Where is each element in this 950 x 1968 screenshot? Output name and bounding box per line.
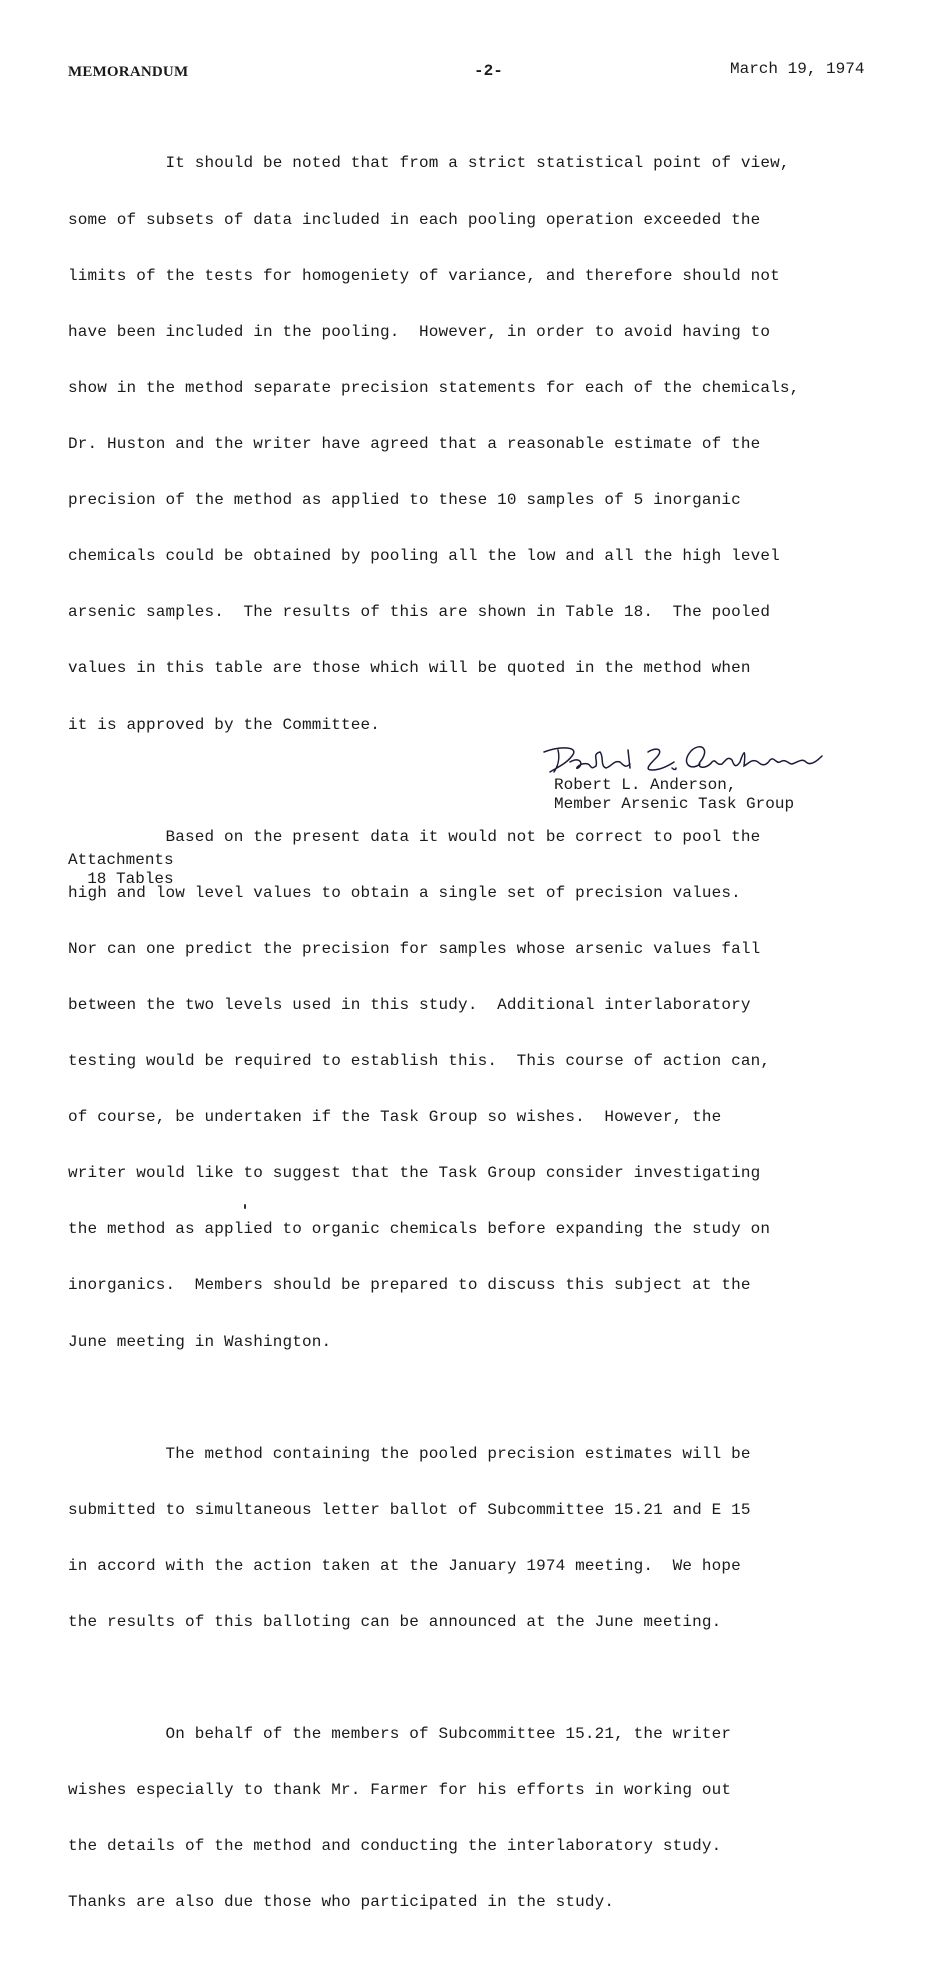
signer-title: Member Arsenic Task Group [554, 795, 795, 813]
text-line: June meeting in Washington. [68, 1332, 332, 1351]
text-line: submitted to simultaneous letter ballot of Subcommittee 15.21 and E 15 [68, 1500, 751, 1519]
text-line: writer would like to suggest that the Task Group consider investigating [68, 1164, 761, 1183]
text-line: The method containing the pooled precision estimates will be [68, 1444, 751, 1463]
text-line: arsenic samples. The results of this are shown in Table 18. The pooled [68, 603, 771, 622]
text-line: wishes especially to thank Mr. Farmer for his efforts in working out [68, 1781, 732, 1800]
text-line: some of subsets of data included in each pooling operation exceeded the [68, 210, 761, 229]
text-line: Thanks are also due those who participated in the study. [68, 1893, 615, 1912]
text-line: it is approved by the Committee. [68, 715, 381, 734]
memo-date: March 19, 1974 [730, 60, 865, 78]
paragraph-3 [68, 1407, 918, 1669]
text-line: have been included in the pooling. However, in order to avoid having to [68, 322, 771, 341]
text-line: in accord with the action taken at the January 1974 meeting. We hope [68, 1556, 741, 1575]
memo-body [68, 117, 918, 1968]
text-line: show in the method separate precision statements for each of the chemicals, [68, 378, 800, 397]
signer-name: Robert L. Anderson, [554, 776, 737, 794]
memo-label: MEMORANDUM [68, 64, 189, 80]
text-line: It should be noted that from a strict statistical point of view, [68, 154, 790, 173]
page-number: -2- [474, 62, 503, 80]
attachments-label: Attachments [68, 851, 174, 869]
text-line: limits of the tests for homogeniety of variance, and therefore should not [68, 266, 780, 285]
scan-speck [244, 1204, 246, 1209]
text-line: testing would be required to establish this. This course of action can, [68, 1052, 771, 1071]
text-line: Nor can one predict the precision for samples whose arsenic values fall [68, 939, 761, 958]
text-line: Dr. Huston and the writer have agreed that a reasonable estimate of the [68, 434, 761, 453]
text-line: chemicals could be obtained by pooling all the low and all the high level [68, 547, 780, 566]
text-line: of course, be undertaken if the Task Group so wishes. However, the [68, 1108, 722, 1127]
paragraph-1 [68, 117, 918, 772]
paragraph-4 [68, 1688, 918, 1950]
text-line: On behalf of the members of Subcommittee 15.21, the writer [68, 1725, 732, 1744]
paragraph-2 [68, 790, 918, 1389]
text-line: the results of this balloting can be announced at the June meeting. [68, 1613, 722, 1632]
text-line: precision of the method as applied to these 10 samples of 5 inorganic [68, 491, 741, 510]
text-line: high and low level values to obtain a single set of precision values. [68, 883, 741, 902]
handwritten-signature [540, 742, 830, 776]
signature-block [540, 742, 860, 814]
text-line: inorganics. Members should be prepared to discuss this subject at the [68, 1276, 751, 1295]
text-line: between the two levels used in this study. Additional interlaboratory [68, 995, 751, 1014]
attachments-item: 18 Tables [68, 870, 174, 888]
text-line: the details of the method and conducting the interlaboratory study. [68, 1837, 722, 1856]
attachments [68, 851, 174, 889]
text-line: Based on the present data it would not be correct to pool the [68, 827, 761, 846]
text-line: values in this table are those which will be quoted in the method when [68, 659, 751, 678]
text-line: the method as applied to organic chemicals before expanding the study on [68, 1220, 771, 1239]
